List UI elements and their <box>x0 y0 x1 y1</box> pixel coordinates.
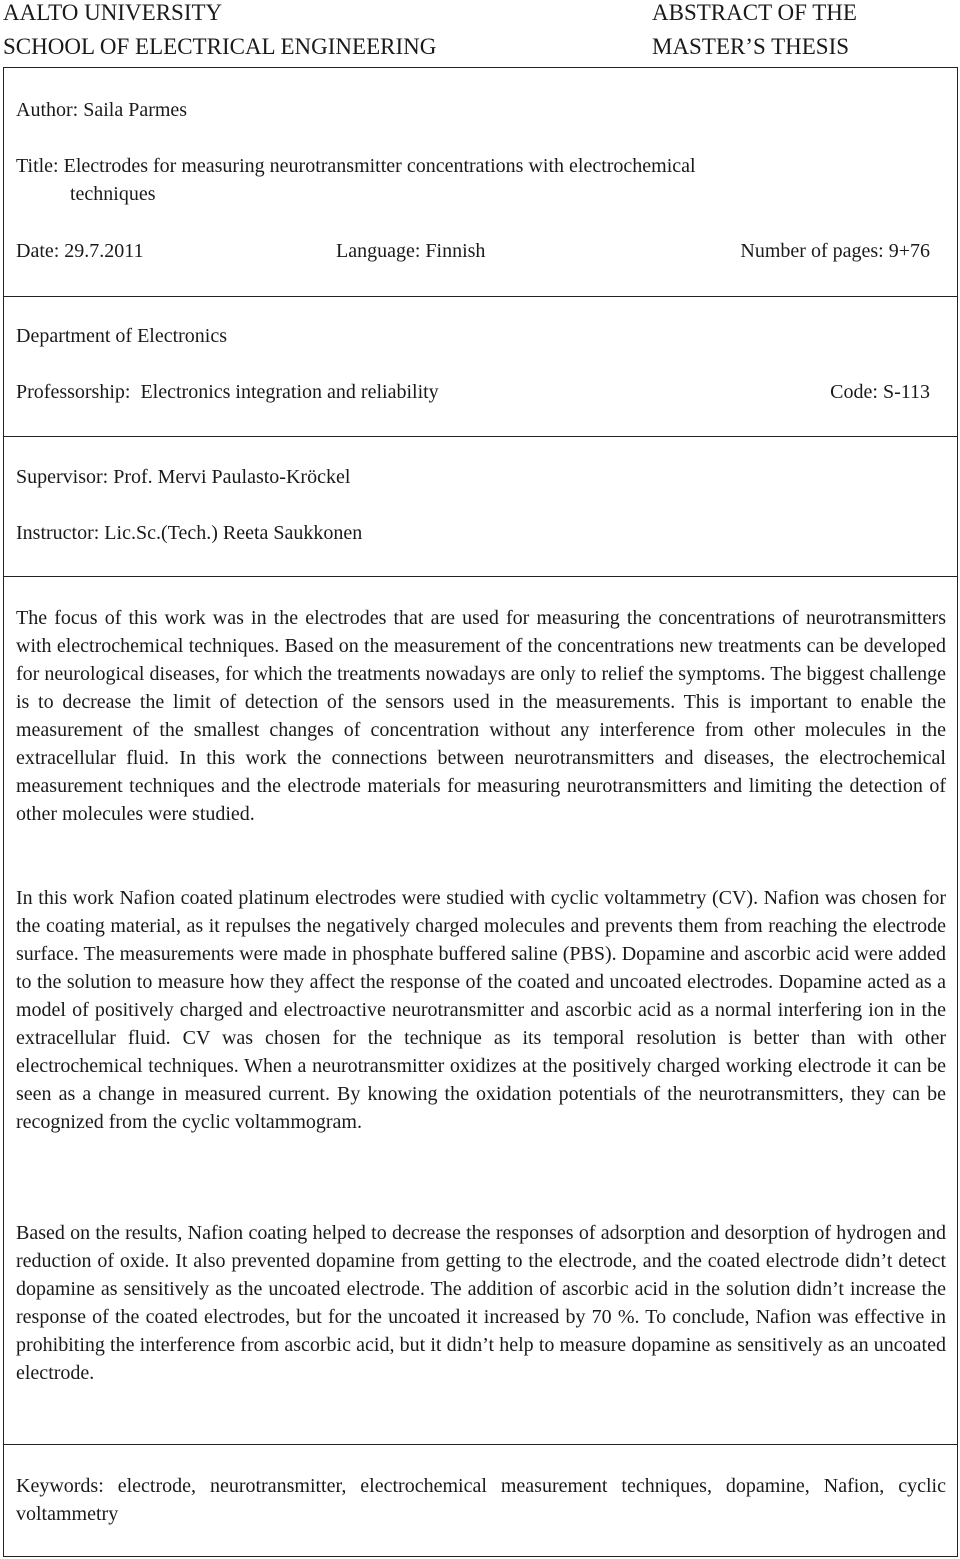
title-line-continued: techniques <box>70 183 156 205</box>
abstract-paragraph-3: Based on the results, Nafion coating helped to decrease the responses of adsorption and desorption of hydrogen and reduction of oxide. It also prevented dopamine from getting to the electrode, and the coated electrode didn’t detect dopamine as sensitively as the uncoated electrode. The addition of ascorbic acid in the solution didn’t increase the response of the coated electrodes, but for the uncoated it increased by 70 %. To conclude, Nafion was effective in prohibiting the interference from ascorbic acid, but it didn’t help to measure dopamine as sensitively as an uncoated electrode. <box>16 1222 946 1384</box>
keywords-line: Keywords: electrode, neurotransmitter, electrochemical measurement techniques, dopamine, Nafion, cyclic voltammetry <box>16 1475 946 1525</box>
institution-block <box>3 0 436 64</box>
doc-type-line2: MASTER’S THESIS <box>652 34 850 59</box>
section-divider <box>3 1444 958 1445</box>
section-divider <box>3 576 958 577</box>
title-line: Title: Electrodes for measuring neurotransmitter concentrations with electrochemical <box>16 155 696 177</box>
document-header <box>0 0 960 68</box>
section-divider <box>3 436 958 437</box>
instructor-line: Instructor: Lic.Sc.(Tech.) Reeta Saukkonen <box>16 522 363 544</box>
document-type-block <box>652 0 857 64</box>
doc-type-line1: ABSTRACT OF THE <box>652 0 857 25</box>
abstract-paragraph-2: In this work Nafion coated platinum electrodes were studied with cyclic voltammetry (CV). Nafion was chosen for the coating material, as it repulses the negatively charged molecules and prevents them from reaching the electrode surface. The measurements were made in phosphate buffered saline (PBS). Dopamine and ascorbic acid were added to the solution to measure how they affect the response of the coated and uncoated electrodes. Dopamine acted as a model of positively charged and electroactive neurotransmitter and ascorbic acid as a normal interfering ion in the extracellular fluid. CV was chosen for the technique as its temporal resolution is better than with other electrochemical techniques. When a neurotransmitter oxidizes at the positively charged working electrode it can be seen as a change in measured current. By knowing the oxidation potentials of the neurotransmitters, they can be recognized from the cyclic voltammogram. <box>16 887 946 1133</box>
date-line: Date: 29.7.2011 <box>16 240 144 262</box>
abstract-paragraph-1: The focus of this work was in the electrodes that are used for measuring the concentrations of neurotransmitters with electrochemical techniques. Based on the measurement of the concentrations new treatments can be developed for neurological diseases, for which the treatments nowadays are only to relief the symptoms. The biggest challenge is to decrease the limit of detection of the sensors used in the measurements. This is important to enable the measurement of the smallest changes of concentration without any interference from other molecules in the extracellular fluid. In this work the connections between neurotransmitters and diseases, the electrochemical measurement techniques and the electrode materials for measuring neurotransmitters and limiting the detection of other molecules were studied. <box>16 607 946 825</box>
section-divider <box>3 296 958 297</box>
language-line: Language: Finnish <box>336 240 486 262</box>
department-line: Department of Electronics <box>16 325 228 347</box>
university-name: AALTO UNIVERSITY <box>3 0 223 25</box>
pages-line: Number of pages: 9+76 <box>740 240 930 262</box>
author-line: Author: Saila Parmes <box>16 99 188 121</box>
professorship-line: Professorship: Electronics integration and reliability <box>16 381 439 403</box>
school-name: SCHOOL OF ELECTRICAL ENGINEERING <box>3 34 437 59</box>
supervisor-line: Supervisor: Prof. Mervi Paulasto-Kröckel <box>16 466 351 488</box>
code-line: Code: S-113 <box>830 381 930 403</box>
